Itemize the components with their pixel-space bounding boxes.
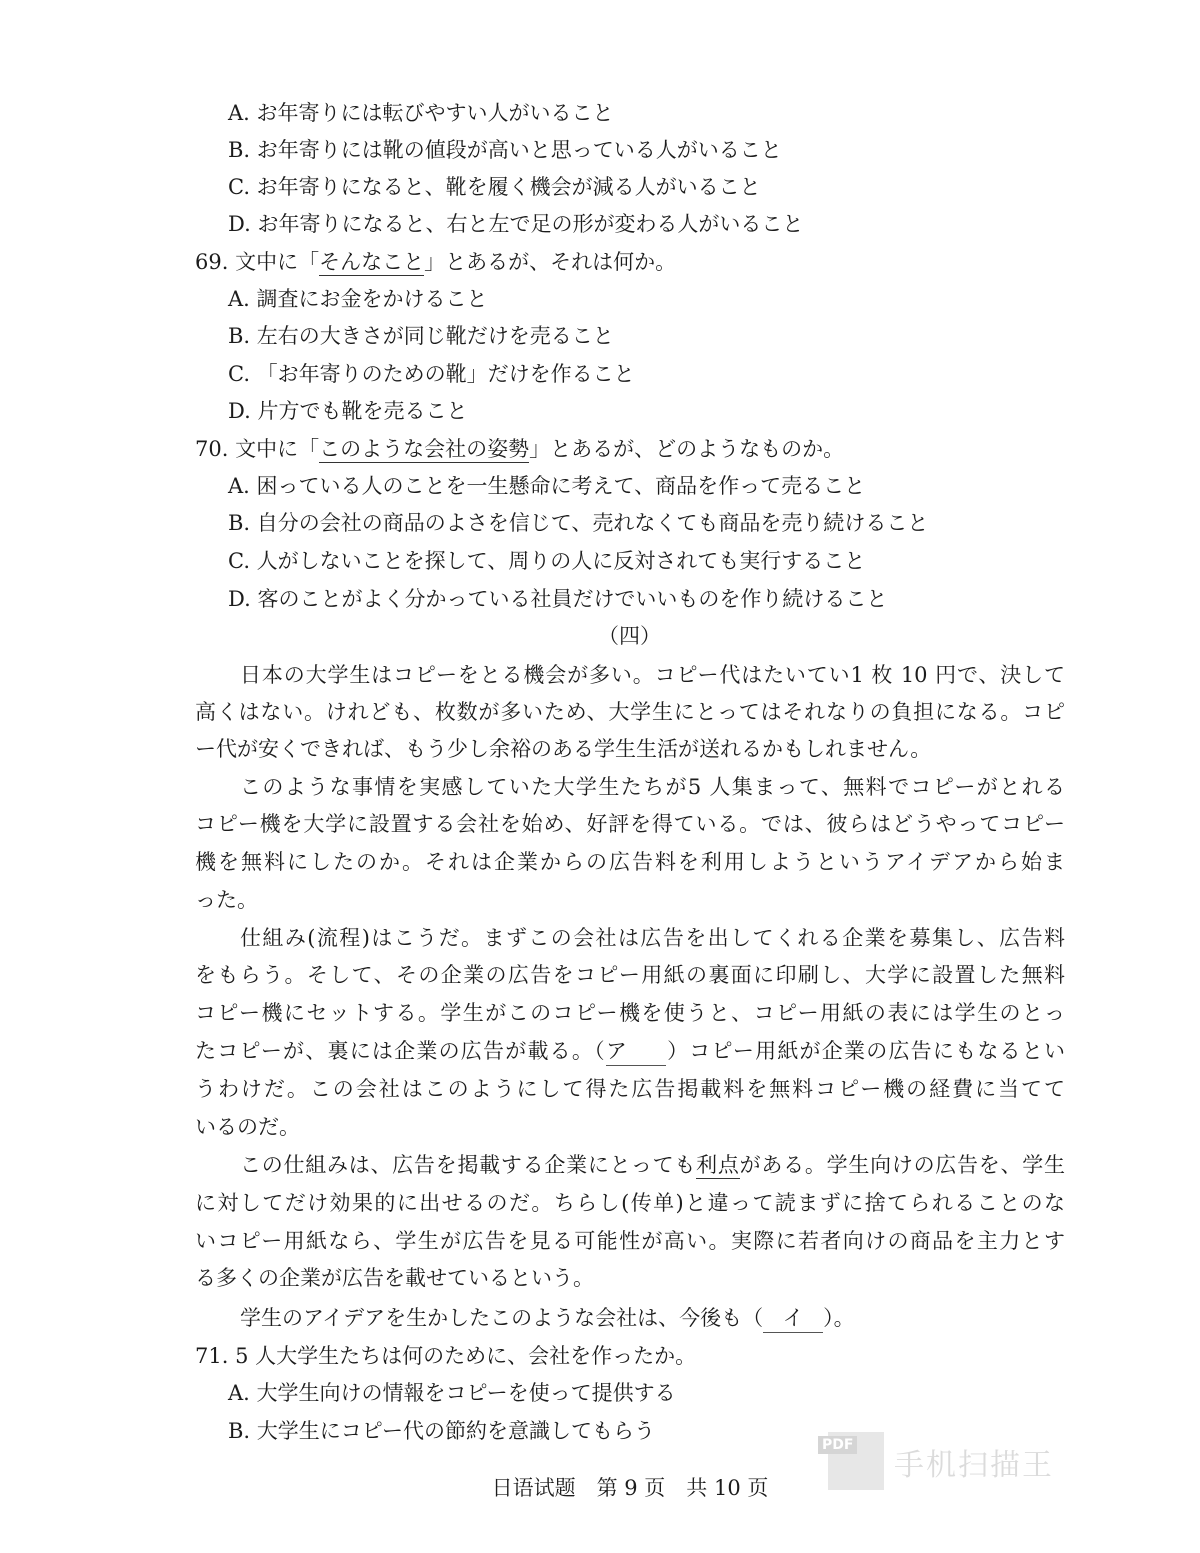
answer-option [228,509,928,537]
passage-line [195,1227,1065,1255]
line-text: 70. 文中に「 [195,437,320,461]
line-text: 仕組み(流程)はこうだ。まずこの会社は広告を出してくれる企業を募集し、広告料 [240,926,1065,950]
watermark-text: 手机扫描王 [894,1448,1054,1483]
passage-line [240,1151,1065,1179]
answer-option [228,472,865,500]
answer-option [228,285,488,313]
line-text: 高くはない。けれども、枚数が多いため、大学生にとってはそれなりの負担になる。コピ [195,700,1065,724]
line-text: に対してだけ効果的に出せるのだ。ちらし(传单)と違って読まずに捨てられることのな [195,1191,1065,1215]
answer-option [228,1417,655,1445]
passage-line [240,924,1065,952]
question-line [195,1342,696,1370]
line-text: A. 困っている人のことを一生懸命に考えて、商品を作って売ること [228,474,866,498]
line-text: C. お年寄りになると、靴を履く機会が減る人がいること [228,175,761,199]
answer-option [228,1379,676,1407]
line-text: B. 大学生にコピー代の節約を意識してもらう [228,1419,655,1443]
line-text: D. 片方でも靴を売ること [228,399,468,423]
line-text: うわけだ。この会社はこのようにして得た広告掲載料を無料コピー機の経費に当てて [195,1077,1065,1101]
line-text: った。 [195,888,258,912]
fill-in-blank: イ [763,1304,823,1333]
line-text: 71. 5 人大学生たちは何のために、会社を作ったか。 [195,1344,697,1368]
line-text: コピー機にセットする。学生がこのコピー機を使うと、コピー用紙の表には学生のとっ [195,1001,1065,1025]
line-text: 機を無料にしたのか。それは企業からの広告料を利用しようというアイデアから始ま [195,850,1065,874]
line-text: A. 大学生向けの情報をコピーを使って提供する [228,1381,676,1405]
answer-option [228,322,614,350]
line-text: （四） [598,624,661,648]
fill-in-blank: ア [606,1037,666,1066]
page-footer: 日语试题 第 9 页 共 10 页 [491,1476,769,1500]
passage-line [195,1113,300,1141]
underlined-phrase: このような会社の姿勢 [319,437,530,461]
line-text: B. 左右の大きさが同じ靴だけを売ること [228,324,614,348]
scanner-watermark [818,1432,1068,1492]
line-text-rest: 」とあるが、それは何か。 [424,250,677,274]
line-text: C. 「お年寄りのための靴」だけを作ること [228,362,635,386]
line-text: 日本の大学生はコピーをとる機会が多い。コピー代はたいてい1 枚 10 円で、決して [240,663,1065,687]
passage-line [240,773,1065,801]
line-text: このような事情を実感していた大学生たちが5 人集まって、無料でコピーがとれる [240,775,1065,799]
underlined-phrase: そんなこと [319,250,425,274]
underlined-phrase: 利点 [696,1153,740,1177]
line-text: をもらう。そして、その企業の広告をコピー用紙の裏面に印刷し、大学に設置した無料 [195,963,1065,987]
line-text: コピー機を大学に設置する会社を始め、好評を得ている。では、彼らはどうやってコピー [195,812,1065,836]
passage-line [195,848,1065,876]
line-text-rest: がある。学生向けの広告を、学生 [739,1153,1066,1177]
passage-line [240,1304,855,1333]
passage-line [195,698,1065,726]
line-text: B. お年寄りには靴の値段が高いと思っている人がいること [228,138,782,162]
line-text: C. 人がしないことを探して、周りの人に反対されても実行すること [228,549,866,573]
line-text: D. 客のことがよく分かっている社員だけでいいものを作り続けること [228,587,888,611]
line-text: 学生のアイデアを生かしたこのような会社は、今後も（ [240,1306,764,1330]
line-text: 69. 文中に「 [195,250,320,274]
line-text-rest: ）コピー用紙が企業の広告にもなるとい [665,1039,1065,1063]
line-text-rest: ）。 [823,1306,855,1330]
answer-option [228,360,635,388]
line-text: B. 自分の会社の商品のよさを信じて、売れなくても商品を売り続けること [228,511,929,535]
line-text: この仕組みは、広告を掲載する企業にとっても [240,1153,697,1177]
question-line [195,435,844,463]
line-text: る多くの企業が広告を載せているという。 [195,1266,594,1290]
answer-option [228,547,865,575]
passage-line [195,886,258,914]
question-line [195,248,676,276]
passage-line [195,1189,1065,1217]
line-text: ー代が安くできれば、もう少し余裕のある学生生活が送れるかもしれません。 [195,737,932,761]
passage-line [195,735,931,763]
line-text: いるのだ。 [195,1115,300,1139]
line-text: A. 調査にお金をかけること [228,287,488,311]
line-text: いコピー用紙なら、学生が広告を見る可能性が高い。実際に若者向けの商品を主力とす [195,1229,1065,1253]
section-heading [598,622,661,650]
passage-line [240,661,1065,689]
passage-line [195,1075,1065,1103]
pdf-badge: PDF [818,1436,857,1454]
passage-line [195,1264,594,1292]
passage-line [195,1037,1065,1066]
answer-option [228,210,803,238]
answer-option [228,585,887,613]
passage-line [195,999,1065,1027]
line-text-rest: 」とあるが、どのようなものか。 [529,437,845,461]
answer-option [228,173,761,201]
passage-line [195,810,1065,838]
line-text: A. お年寄りには転びやすい人がいること [228,101,614,125]
line-text: たコピーが、裏には企業の広告が載る。（ [195,1039,606,1063]
answer-option [228,397,467,425]
passage-line [195,961,1065,989]
answer-option [228,99,614,127]
answer-option [228,136,782,164]
line-text: D. お年寄りになると、右と左で足の形が変わる人がいること [228,212,804,236]
